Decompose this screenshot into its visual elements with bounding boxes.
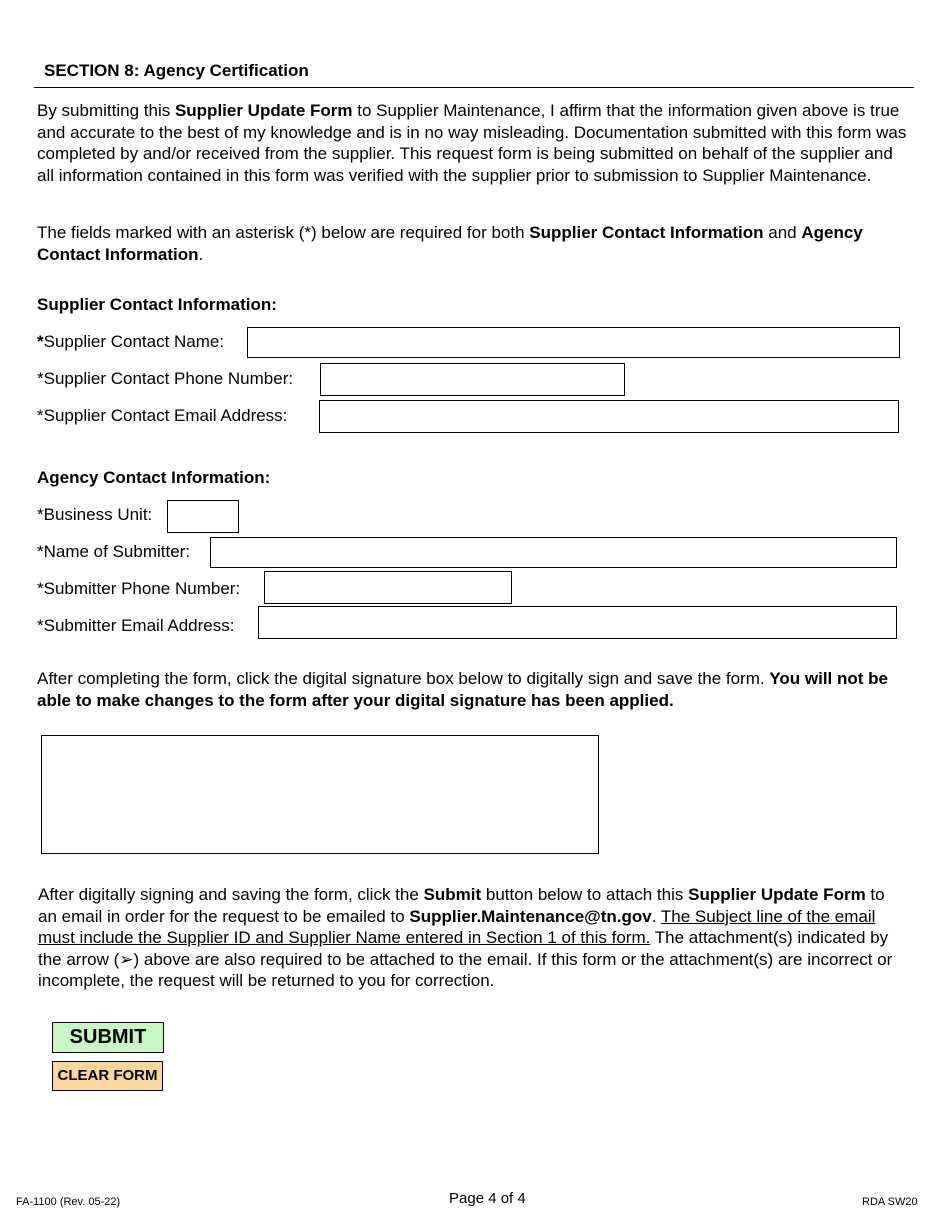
- submit-text-4: .: [651, 906, 661, 926]
- submitter-phone-label: *Submitter Phone Number:: [37, 579, 241, 598]
- required-note-agency: Agency Contact Information: [37, 223, 863, 264]
- cert-form-name: Supplier Update Form: [174, 101, 353, 120]
- required-note-start: The fields marked with an asterisk (*) below are required for both: [37, 223, 530, 242]
- page-number: Page 4 of 4: [449, 1190, 526, 1207]
- agency-contact-heading: Agency Contact Information:: [37, 468, 271, 487]
- clear-form-button[interactable]: CLEAR FORM: [52, 1061, 163, 1091]
- submit-text-3: to an email in order for the request to be emailed to: [38, 885, 885, 926]
- submit-text-6: ) above are also required to be attached to the email. If this form or the attachment(s) are incorrect or incomplete, the request will be returned to you for correction.: [38, 949, 893, 990]
- digital-signature-box[interactable]: [41, 735, 599, 854]
- signature-instr-text: After completing the form, click the digital signature box below to digitally sign and save the form.: [37, 669, 770, 688]
- submitter-email-field[interactable]: [258, 606, 897, 639]
- supplier-contact-email-label: *Supplier Contact Email Address:: [37, 406, 288, 425]
- required-note-end: .: [198, 244, 204, 264]
- submitter-name-field[interactable]: [210, 537, 897, 568]
- form-code: RDA SW20: [862, 1196, 918, 1208]
- cert-text-rest: to Supplier Maintenance, I affirm that the information given above is true and accurate to the best of my knowledge and is in no way misleading. Documentation submitted with this form was completed by and/or received from the supplier. This request form is being submitted on behalf of the supplier and all information contained in this form was verified with the supplier prior to submission to Supplier Maintenance.: [37, 101, 907, 185]
- section-divider: [34, 87, 914, 88]
- submit-instructions: [38, 884, 900, 992]
- submitter-phone-field[interactable]: [264, 571, 512, 604]
- business-unit-label: *Business Unit:: [37, 505, 153, 524]
- submit-text-1: After digitally signing and saving the form, click the: [38, 885, 424, 904]
- arrow-icon: ➢: [119, 949, 134, 969]
- supplier-contact-name-field[interactable]: [247, 327, 900, 358]
- submit-bold-2: Supplier Update Form: [688, 885, 866, 904]
- form-id: FA-1100 (Rev. 05-22): [16, 1196, 121, 1208]
- supplier-contact-email-field[interactable]: [319, 400, 899, 433]
- submitter-name-label: *Name of Submitter:: [37, 542, 191, 561]
- submit-bold-1: Submit: [423, 885, 482, 904]
- required-fields-note: [37, 222, 907, 265]
- supplier-contact-name-text: Supplier Contact Name:: [43, 332, 225, 351]
- required-note-supplier: Supplier Contact Information: [529, 223, 764, 242]
- submit-subject-requirement: The Subject line of the email must include the Supplier ID and Supplier Name entered in Section 1 of this form.: [38, 906, 876, 947]
- submit-email-address: Supplier.Maintenance@tn.gov: [409, 906, 652, 926]
- supplier-contact-name-label: [37, 332, 224, 352]
- required-asterisk: *: [37, 332, 44, 351]
- supplier-contact-heading: Supplier Contact Information:: [37, 295, 277, 314]
- business-unit-field[interactable]: [167, 500, 239, 533]
- signature-instructions: [37, 668, 897, 711]
- signature-warning: You will not be able to make changes to the form after your digital signature has been applied.: [37, 669, 888, 710]
- section-title: SECTION 8: Agency Certification: [44, 61, 309, 80]
- required-note-and: and: [763, 223, 802, 242]
- certification-paragraph: [37, 100, 907, 186]
- supplier-contact-phone-field[interactable]: [320, 363, 625, 396]
- cert-text-start: By submitting this: [37, 101, 175, 120]
- submitter-email-label: *Submitter Email Address:: [37, 616, 235, 635]
- supplier-contact-phone-label: *Supplier Contact Phone Number:: [37, 369, 294, 388]
- submit-text-2: button below to attach this: [481, 885, 689, 904]
- submit-text-5: The attachment(s) indicated by the arrow (: [38, 928, 889, 969]
- submit-button[interactable]: SUBMIT: [52, 1022, 164, 1053]
